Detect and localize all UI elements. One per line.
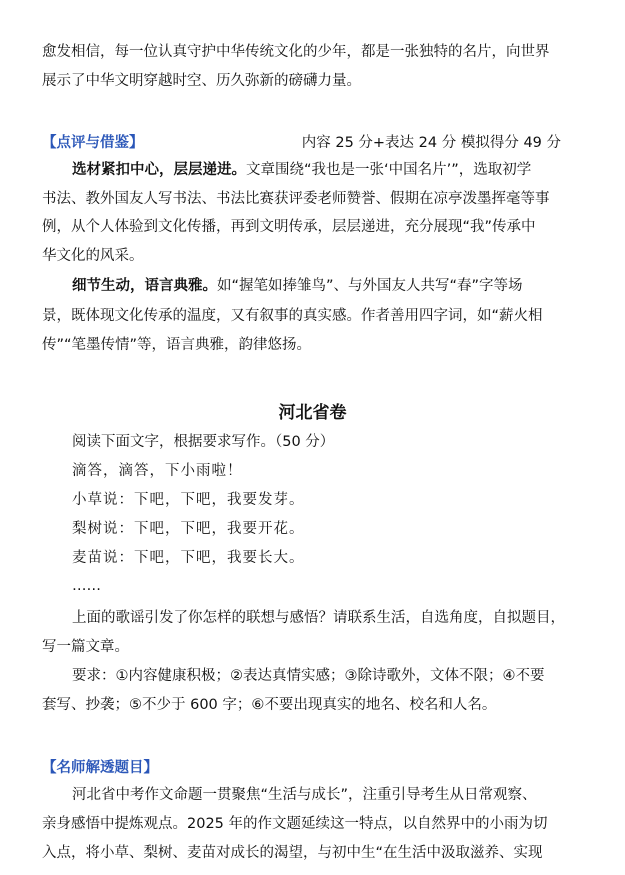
poem-ellipsis: ……	[72, 578, 101, 594]
review-p1-line: 例，从个人体验到文化传播，再到文明传承，层层递进，充分展现“我”传承中	[42, 219, 536, 235]
requirement-line: 套写、抄袭；⑤不少于 600 字；⑥不要出现真实的地名、校名和人名。	[42, 697, 497, 713]
poem-line: 小草说：下吧，下吧，我要发芽。	[72, 492, 305, 508]
review-p1-line: 书法、教外国友人写书法、书法比赛获评委老师赞誉、假期在凉亭泼墨挥毫等事	[42, 191, 550, 207]
prompt-line: 上面的歌谣引发了你怎样的联想与感悟？请联系生活，自选角度，自拟题目，	[72, 610, 565, 626]
analysis-line: 亲身感悟中提炼观点。2025 年的作文题延续这一特点，以自然界中的小雨为切	[42, 816, 548, 832]
analysis-heading: 【名师解透题目】	[42, 760, 158, 776]
question-intro: 阅读下面文字，根据要求写作。（50 分）	[72, 434, 335, 450]
review-p2-text: 如“握笔如捧雏鸟”、与外国友人共写“春”字等场	[217, 278, 523, 294]
review-p1-line	[72, 160, 531, 180]
prompt-line: 写一篇文章。	[42, 639, 129, 655]
poem-line: 梨树说：下吧，下吧，我要开花。	[72, 521, 305, 537]
review-p2-line	[72, 276, 523, 296]
review-p2-lead: 细节生动，语言典雅。	[72, 278, 217, 294]
requirement-line: 要求：①内容健康积极；②表达真情实感；③除诗歌外，文体不限；④不要	[72, 668, 545, 684]
review-p1-lead: 选材紧扣中心，层层递进。	[72, 162, 246, 178]
analysis-line: 入点，将小草、梨树、麦苗对成长的渴望，与初中生“在生活中汲取滋养、实现	[42, 845, 543, 861]
paragraph-line: 愈发相信，每一位认真守护中华传统文化的少年，都是一张独特的名片，向世界	[42, 44, 550, 60]
review-p1-text: 文章围绕“我也是一张‘中国名片’”，选取初学	[246, 162, 532, 178]
paragraph-line: 展示了中华文明穿越时空、历久弥新的磅礴力量。	[42, 73, 361, 89]
poem-line: 滴答，滴答，下小雨啦！	[72, 463, 243, 479]
review-p2-line: 传”“笔墨传情”等，语言典雅，韵律悠扬。	[42, 337, 312, 353]
review-heading: 【点评与借鉴】	[42, 135, 144, 151]
analysis-line: 河北省中考作文命题一贯聚焦“生活与成长”，注重引导考生从日常观察、	[72, 787, 537, 803]
review-p2-line: 景，既体现文化传承的温度，又有叙事的真实感。作者善用四字词，如“薪火相	[42, 308, 543, 324]
review-p1-line: 华文化的风采。	[42, 248, 144, 264]
score-summary: 内容 25 分+表达 24 分 模拟得分 49 分	[301, 135, 561, 151]
poem-line: 麦苗说：下吧，下吧，我要长大。	[72, 550, 305, 566]
section-title: 河北省卷	[278, 403, 347, 423]
